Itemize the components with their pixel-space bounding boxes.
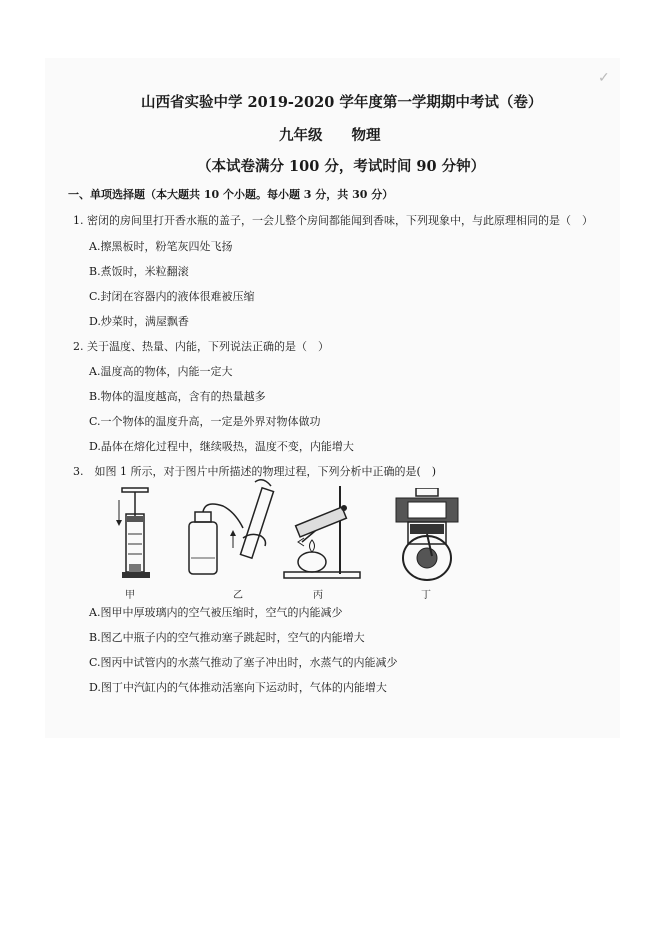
question-1-stem: 1. 密闭的房间里打开香水瓶的盖子，一会儿整个房间都能闻到香味，下列现象中，与此原理相同的是（ ） xyxy=(73,214,593,227)
question-2-option-c: C.一个物体的温度升高，一定是外界对物体做功 xyxy=(89,415,321,428)
question-1-option-b: B.煮饭时，米粒翻滚 xyxy=(89,265,189,278)
question-1-option-a: A.擦黑板时，粉笔灰四处飞扬 xyxy=(89,240,233,253)
section-heading: 一、单项选择题（本大题共 10 个小题。每小题 3 分，共 30 分） xyxy=(68,188,394,201)
question-1-option-c: C.封闭在容器内的液体很难被压缩 xyxy=(89,290,255,303)
figure-label-ding: 丁 xyxy=(421,590,431,601)
exam-subtitle: 九年级 物理 xyxy=(279,127,381,144)
exam-note: （本试卷满分 100 分，考试时间 90 分钟） xyxy=(197,158,486,175)
figure-label-yi: 乙 xyxy=(233,590,243,601)
question-3-stem: 3. 如图 1 所示，对于图片中所描述的物理过程，下列分析中正确的是( ) xyxy=(73,465,437,478)
question-3-option-a: A.图甲中厚玻璃内的空气被压缩时，空气的内能减少 xyxy=(89,606,343,619)
question-3-option-c: C.图丙中试管内的水蒸气推动了塞子冲出时，水蒸气的内能减少 xyxy=(89,656,398,669)
question-1-option-d: D.炒菜时，满屋飘香 xyxy=(89,315,189,328)
figure-yi-bottle-pump xyxy=(183,478,283,580)
figure-jia-compression-cylinder xyxy=(112,486,158,584)
corner-mark-icon: ✓ xyxy=(598,70,610,86)
figure-ding-engine-cylinder xyxy=(394,488,460,582)
question-2-option-d: D.晶体在熔化过程中，继续吸热，温度不变，内能增大 xyxy=(89,440,354,453)
question-2-option-a: A.温度高的物体，内能一定大 xyxy=(89,365,233,378)
figure-label-bing: 丙 xyxy=(313,590,323,601)
figure-label-jia: 甲 xyxy=(125,590,135,601)
question-2-stem: 2. 关于温度、热量、内能，下列说法正确的是（ ） xyxy=(73,340,329,353)
question-2-option-b: B.物体的温度越高，含有的热量越多 xyxy=(89,390,266,403)
question-3-option-b: B.图乙中瓶子内的空气推动塞子跳起时，空气的内能增大 xyxy=(89,631,365,644)
question-3-option-d: D.图丁中汽缸内的气体推动活塞向下运动时，气体的内能增大 xyxy=(89,681,387,694)
exam-title: 山西省实验中学 2019-2020 学年度第一学期期中考试（卷） xyxy=(141,94,543,111)
figure-bing-test-tube-heating xyxy=(282,482,374,582)
